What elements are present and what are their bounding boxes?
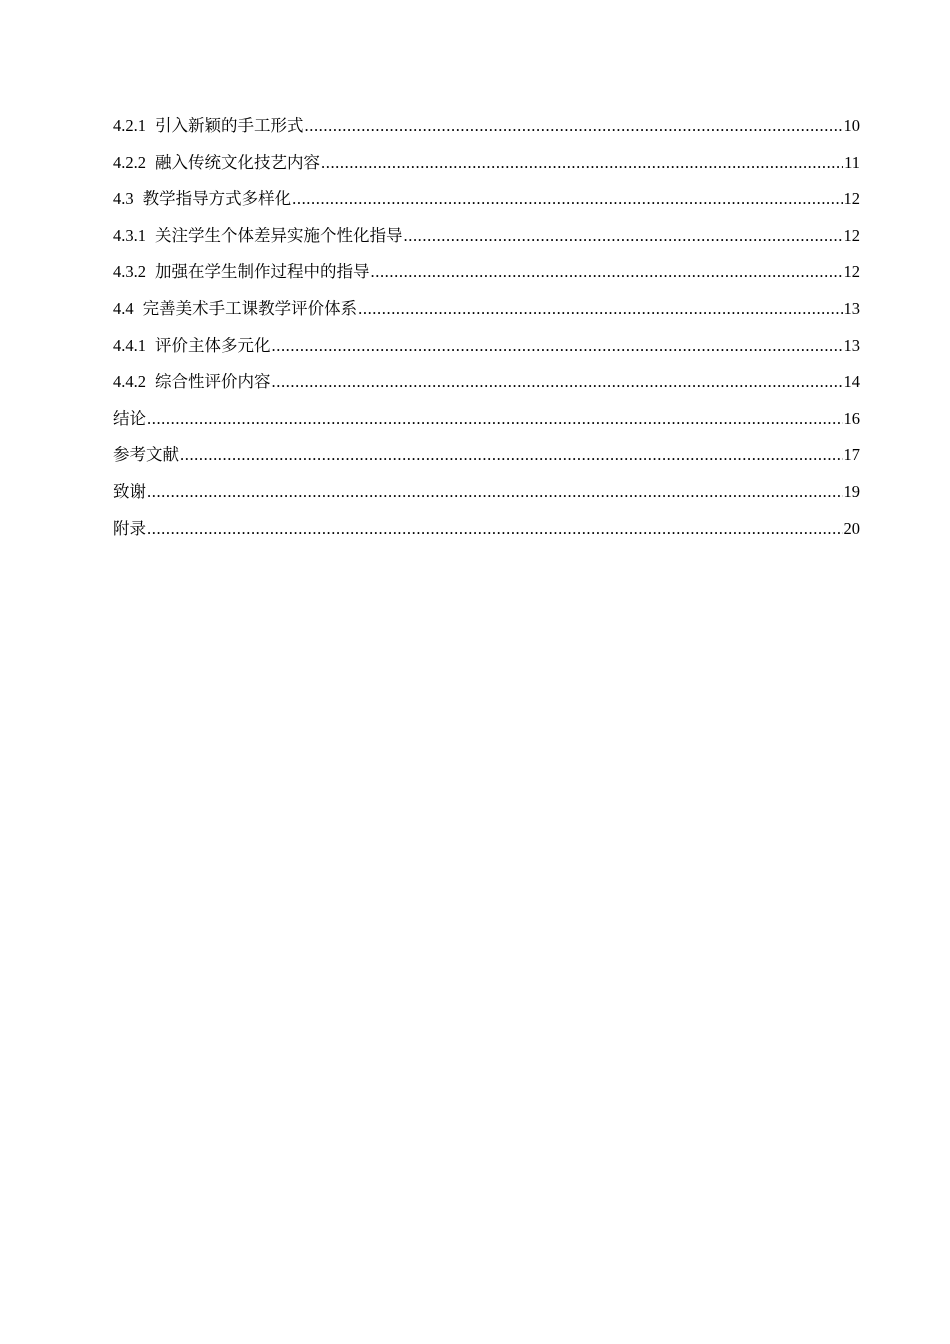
toc-entry[interactable]: [113, 406, 860, 443]
table-of-contents: [113, 113, 860, 552]
toc-entry[interactable]: [113, 442, 860, 479]
toc-entry-title: 附录: [113, 518, 146, 538]
toc-dot-leader: [305, 113, 843, 139]
toc-entry-number: 4.4: [113, 298, 134, 318]
toc-entry-title: 结论: [113, 408, 146, 428]
toc-entry-page: 12: [843, 225, 860, 245]
toc-dot-leader: [292, 186, 842, 212]
toc-dot-leader: [272, 369, 843, 395]
toc-entry-page: 16: [843, 408, 860, 428]
toc-entry-number: 4.3.2: [113, 262, 146, 282]
toc-dot-leader: [404, 223, 843, 249]
toc-entry[interactable]: [113, 296, 860, 333]
toc-entry[interactable]: [113, 369, 860, 406]
toc-entry-number: 4.2.1: [113, 116, 146, 135]
toc-entry-page: 10: [843, 116, 860, 135]
toc-entry-number: 4.3: [113, 189, 134, 209]
toc-entry[interactable]: [113, 113, 860, 150]
toc-entry-title: 加强在学生制作过程中的指导: [155, 262, 370, 282]
toc-entry[interactable]: [113, 516, 860, 553]
toc-entry[interactable]: [113, 223, 860, 260]
toc-entry-title: 致谢: [113, 481, 146, 501]
toc-entry[interactable]: [113, 150, 860, 187]
toc-entry-title: 融入传统文化技艺内容: [155, 152, 320, 172]
toc-dot-leader: [147, 406, 843, 432]
toc-entry-title: 引入新颖的手工形式: [155, 116, 304, 135]
toc-entry-page: 20: [843, 518, 860, 538]
toc-entry-page: 12: [843, 262, 860, 282]
toc-entry[interactable]: [113, 333, 860, 370]
toc-entry-page: 13: [843, 335, 860, 355]
toc-dot-leader: [371, 259, 843, 285]
toc-dot-leader: [358, 296, 842, 322]
toc-entry-page: 14: [843, 372, 860, 392]
toc-entry-title: 关注学生个体差异实施个性化指导: [155, 225, 403, 245]
toc-entry-number: 4.3.1: [113, 225, 146, 245]
toc-entry-number: 4.4.2: [113, 372, 146, 392]
toc-entry-page: 19: [843, 481, 860, 501]
toc-entry-page: 17: [843, 445, 860, 465]
toc-entry-number: 4.2.2: [113, 152, 146, 172]
toc-entry-title: 参考文献: [113, 445, 179, 465]
toc-entry-page: 13: [843, 298, 860, 318]
toc-entry-title: 评价主体多元化: [155, 335, 271, 355]
toc-entry[interactable]: [113, 186, 860, 223]
toc-dot-leader: [272, 333, 843, 359]
toc-dot-leader: [147, 479, 843, 505]
toc-entry-page: 12: [843, 189, 860, 209]
toc-dot-leader: [147, 516, 843, 542]
toc-entry-number: 4.4.1: [113, 335, 146, 355]
toc-dot-leader: [180, 442, 843, 468]
toc-entry[interactable]: [113, 479, 860, 516]
toc-entry-title: 完善美术手工课教学评价体系: [142, 298, 358, 318]
toc-entry-title: 教学指导方式多样化: [142, 189, 292, 209]
toc-entry-page: 11: [844, 152, 860, 172]
toc-entry[interactable]: [113, 259, 860, 296]
toc-entry-title: 综合性评价内容: [155, 372, 271, 392]
toc-dot-leader: [321, 150, 843, 176]
